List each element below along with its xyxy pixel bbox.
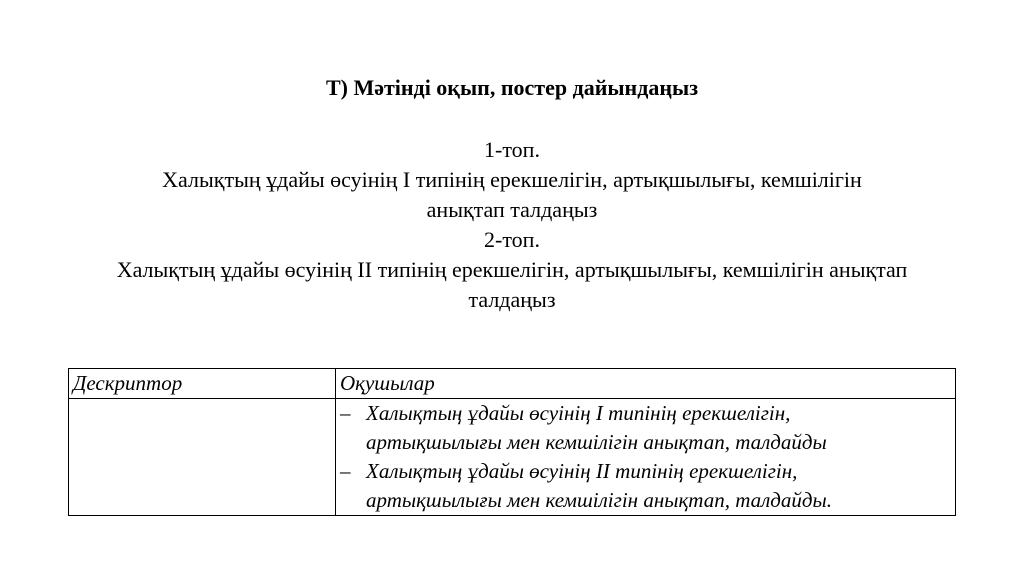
group-1-task-line-2: анықтап талдаңыз — [426, 197, 598, 222]
students-cell — [336, 399, 956, 516]
list-item-2-line-1: Халықтың ұдайы өсуінің ІІ типінің ерекшелігін, — [366, 459, 798, 483]
list-item-1-line-1: Халықтың ұдайы өсуінің І типінің ерекшелігін, — [366, 401, 791, 425]
page-title: Т) Мәтінді оқып, постер дайындаңыз — [325, 75, 699, 100]
header-descriptor: Дескриптор — [69, 369, 336, 399]
group-1-task-line-1: Халықтың ұдайы өсуінің І типінің ерекшелігін, артықшылығы, кемшілігін — [162, 167, 862, 192]
table-header-row — [69, 369, 956, 399]
list-item — [340, 399, 951, 457]
header-students: Оқушылар — [336, 369, 956, 399]
group-2-task-line-2: талдаңыз — [468, 287, 556, 312]
dash-bullet: – — [340, 401, 351, 425]
dash-bullet: – — [340, 459, 351, 483]
group-2-label: 2-топ. — [484, 227, 540, 252]
list-item-2-line-2: артықшылығы мен кемшілігін анықтап, талдайды. — [366, 488, 832, 512]
table-row — [69, 399, 956, 516]
list-item — [340, 457, 951, 515]
group-1-label: 1-топ. — [484, 137, 540, 162]
descriptor-cell — [69, 399, 336, 516]
list-item-1-line-2: артықшылығы мен кемшілігін анықтап, талдайды — [366, 430, 827, 454]
task-list — [0, 135, 1024, 315]
list-item-text — [366, 399, 827, 457]
group-2-task-line-1: Халықтың ұдайы өсуінің ІІ типінің ерекшелігін, артықшылығы, кемшілігін анықтап — [116, 257, 908, 282]
list-item-text — [366, 457, 832, 515]
assessment-table — [68, 368, 956, 516]
